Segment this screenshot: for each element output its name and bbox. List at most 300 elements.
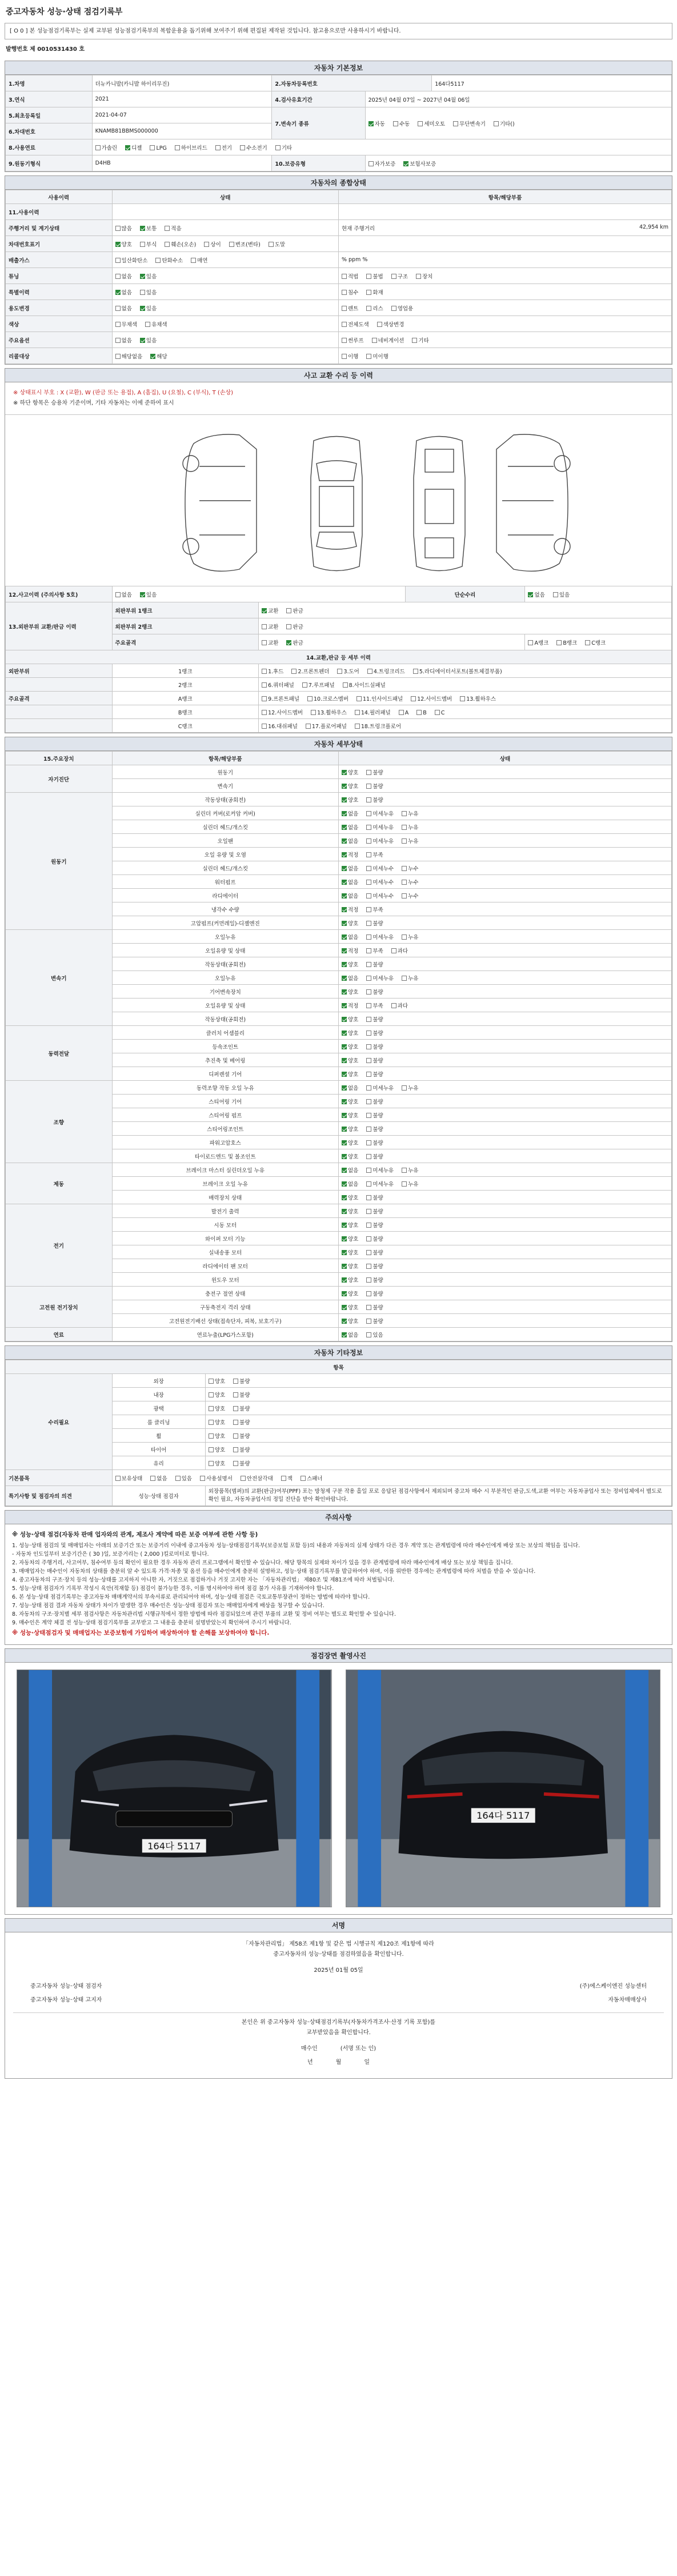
detail-1-2-option-1[interactable]: 미세누유	[366, 823, 394, 831]
part-rank: 1랭크	[112, 664, 259, 678]
part-3-option-2[interactable]: 14.필러패널	[355, 708, 391, 716]
detail-1-3-option-0[interactable]: 없음	[342, 837, 358, 845]
detail-6-2-option-1[interactable]: 불량	[366, 1235, 383, 1243]
part-group	[6, 705, 113, 719]
detail-1-4-option-0[interactable]: 적정	[342, 850, 358, 858]
part-2-option-3[interactable]: 12.사이드멤버	[411, 694, 452, 702]
detail-4-0-option-0[interactable]: 없음	[342, 1084, 358, 1092]
status-6-extra-option-2[interactable]: 영업용	[391, 304, 414, 312]
detail-6-4-option-1[interactable]: 불량	[366, 1262, 383, 1270]
checkbox-icon	[366, 797, 371, 802]
detail-6-2-option-0[interactable]: 양호	[342, 1235, 358, 1243]
other-5-option-0[interactable]: 양호	[209, 1445, 225, 1453]
checkbox-icon	[286, 608, 291, 613]
detail-5-0-option-0[interactable]: 없음	[342, 1166, 358, 1174]
checkbox-icon	[391, 948, 396, 953]
outer-row-0-label: 외판부위 1랭크	[112, 602, 259, 618]
fuel-options-option-6[interactable]: 기타	[275, 143, 292, 151]
detail-2-6-option-0[interactable]: 양호	[342, 1015, 358, 1023]
detail-item: 와이퍼 모터 기능	[112, 1232, 338, 1245]
part-0-option-1[interactable]: 2.프론트펜더	[291, 667, 329, 675]
outer-row-2-rank	[525, 634, 672, 650]
detail-options	[338, 1218, 671, 1232]
status-7-extra-option-1[interactable]: 색상변경	[377, 320, 404, 328]
outer-row-0-options-option-0[interactable]: 교환	[262, 606, 278, 614]
sign-line-1: 「자동차관리법」 제58조 제1항 및 같은 법 시행규칙 제120조 제1항에 따라	[243, 1941, 434, 1947]
detail-1-9-option-0[interactable]: 양호	[342, 919, 358, 927]
basic-item-option-1[interactable]: 안전삼각대	[241, 1474, 273, 1482]
detail-1-8-option-1[interactable]: 부족	[366, 905, 383, 913]
detail-1-1-option-1[interactable]: 미세누유	[366, 809, 394, 817]
other-item: 유리	[112, 1456, 205, 1470]
detail-3-1-option-0[interactable]: 양호	[342, 1043, 358, 1051]
status-9-option-0[interactable]: 해당없음	[115, 352, 143, 360]
status-3-option-0[interactable]: 일산화탄소	[115, 256, 148, 264]
document-title: 중고자동차 성능·상태 점검기록부	[6, 7, 123, 17]
checkbox-icon	[150, 145, 155, 150]
detail-3-2-option-1[interactable]: 불량	[366, 1056, 383, 1064]
detail-5-1-option-2[interactable]: 누유	[402, 1180, 418, 1188]
other-1-option-0[interactable]: 양호	[209, 1391, 225, 1399]
detail-2-5-option-1[interactable]: 부족	[366, 1001, 383, 1009]
status-7-option-0[interactable]: 무채색	[115, 320, 138, 328]
status-2-option-0[interactable]: 양호	[115, 240, 132, 248]
detail-2-0-option-2[interactable]: 누유	[402, 933, 418, 941]
checkbox-icon	[115, 592, 121, 597]
other-item: 룸 클리닝	[112, 1415, 205, 1429]
part-0-option-2[interactable]: 3.도어	[337, 667, 359, 675]
checkbox-icon	[342, 274, 347, 279]
status-9-extra-option-0[interactable]: 이행	[342, 352, 358, 360]
detail-7-2-option-1[interactable]: 불량	[366, 1317, 383, 1325]
status-3-option-2[interactable]: 매연	[191, 256, 207, 264]
detail-3-0-option-0[interactable]: 양호	[342, 1029, 358, 1037]
part-3-option-0[interactable]: 12.사이드멤버	[262, 708, 303, 716]
other-6-option-1[interactable]: 불량	[233, 1459, 250, 1467]
status-4-option-0[interactable]: 없음	[115, 272, 132, 280]
detail-1-5-option-2[interactable]: 누수	[402, 864, 418, 872]
part-2-option-0[interactable]: 9.프론트패널	[262, 694, 299, 702]
detail-6-0-option-0[interactable]: 양호	[342, 1207, 358, 1215]
trans-options-option-4[interactable]: 기타()	[494, 119, 515, 127]
checkbox-icon	[453, 121, 458, 126]
checkbox-icon	[115, 306, 121, 311]
checkbox-icon	[366, 1072, 371, 1077]
first-reg-label: 5.최초등록일	[6, 107, 93, 123]
checkbox-icon	[366, 1031, 371, 1036]
caution-line: 8. 자동차의 구조·장치별 세부 점검사항은 자동차관리법 시행규칙에서 정한 방법에 따라 점검되었으며 관련 부품의 교환 및 정비 여부는 별도로 확인할 수 있습니다.	[12, 1611, 396, 1618]
detail-options	[338, 971, 671, 985]
basic-item-option-2[interactable]: 잭	[281, 1474, 293, 1482]
status-5-extra-option-1[interactable]: 화재	[366, 288, 383, 296]
detail-6-3-option-1[interactable]: 불량	[366, 1248, 383, 1256]
detail-3-3-option-0[interactable]: 양호	[342, 1070, 358, 1078]
detail-4-4-option-0[interactable]: 양호	[342, 1139, 358, 1147]
status-8-extra-option-1[interactable]: 네비게이션	[372, 336, 404, 344]
other-6-option-0[interactable]: 양호	[209, 1459, 225, 1467]
checkbox-icon	[342, 1072, 347, 1077]
checkbox-icon	[342, 825, 347, 830]
other-5-option-1[interactable]: 불량	[233, 1445, 250, 1453]
fuel-options-option-4[interactable]: 전기	[215, 143, 232, 151]
checkbox-icon	[494, 121, 499, 126]
fuel-options-option-1[interactable]: 디젤	[125, 143, 142, 151]
part-4-option-0[interactable]: 16.대쉬패널	[262, 722, 298, 730]
trans-options-option-2[interactable]: 세미오토	[418, 119, 445, 127]
detail-2-4-option-1[interactable]: 불량	[366, 988, 383, 996]
warranty-options-option-1[interactable]: 보험사보증	[403, 159, 436, 167]
detail-2-3-option-1[interactable]: 미세누유	[366, 974, 394, 982]
detail-8-0-option-0[interactable]: 없음	[342, 1331, 358, 1339]
checkbox-icon	[528, 592, 533, 597]
detail-5-1-option-0[interactable]: 없음	[342, 1180, 358, 1188]
car-side-right-icon	[496, 434, 570, 571]
detail-1-1-option-2[interactable]: 누유	[402, 809, 418, 817]
status-7-option-1[interactable]: 유채색	[145, 320, 167, 328]
name-value: 더뉴카니발(카니발 하이리무진)	[92, 75, 272, 91]
outer-row-2-options-option-0[interactable]: 교환	[262, 638, 278, 646]
detail-4-4-option-1[interactable]: 불량	[366, 1139, 383, 1147]
checkbox-icon	[115, 322, 121, 327]
detail-3-2-option-0[interactable]: 양호	[342, 1056, 358, 1064]
checkbox-icon	[342, 1154, 347, 1159]
reg-label: 2.자동차등록번호	[272, 75, 432, 91]
status-6-option-0[interactable]: 없음	[115, 304, 132, 312]
checkbox-icon	[342, 1250, 347, 1255]
status-6-extra-option-1[interactable]: 리스	[366, 304, 383, 312]
checkbox-icon	[262, 710, 267, 715]
trans-label: 7.변속기 종류	[272, 107, 365, 139]
checkbox-icon	[115, 354, 121, 359]
status-4-extra-option-1[interactable]: 불법	[366, 272, 383, 280]
detail-header: 자동차 세부상태	[5, 737, 672, 751]
status-2-option-3[interactable]: 상이	[204, 240, 221, 248]
detail-6-5-option-0[interactable]: 양호	[342, 1276, 358, 1284]
detail-2-0-option-0[interactable]: 없음	[342, 933, 358, 941]
other-item: 타이어	[112, 1443, 205, 1456]
detail-2-5-option-2[interactable]: 과다	[391, 1001, 408, 1009]
status-8-extra-option-2[interactable]: 기타	[412, 336, 428, 344]
status-2-option-1[interactable]: 부식	[140, 240, 157, 248]
detail-4-1-option-1[interactable]: 불량	[366, 1097, 383, 1105]
detail-item: 워터펌프	[112, 875, 338, 889]
checkbox-icon	[262, 640, 267, 645]
part-2-option-1[interactable]: 10.크로스멤버	[307, 694, 348, 702]
status-2-option-2[interactable]: 훼손(오손)	[165, 240, 196, 248]
detail-6-1-option-0[interactable]: 양호	[342, 1221, 358, 1229]
other-options	[205, 1388, 671, 1401]
other-1-option-1[interactable]: 불량	[233, 1391, 250, 1399]
status-5-extra-option-0[interactable]: 침수	[342, 288, 358, 296]
status-9-option-1[interactable]: 해당	[150, 352, 167, 360]
accident-options-option-0[interactable]: 없음	[115, 590, 132, 598]
detail-4-0-option-2[interactable]: 누유	[402, 1084, 418, 1092]
checkbox-icon	[355, 710, 360, 715]
other-0-option-1[interactable]: 불량	[233, 1377, 250, 1385]
detail-2-5-option-0[interactable]: 적정	[342, 1001, 358, 1009]
detail-1-4-option-1[interactable]: 부족	[366, 850, 383, 858]
sign-body	[5, 1932, 672, 2078]
detail-2-3-option-2[interactable]: 누유	[402, 974, 418, 982]
detail-1-5-option-1[interactable]: 미세누수	[366, 864, 394, 872]
part-1-option-0[interactable]: 6.쿼터패널	[262, 681, 294, 689]
status-8-option-0[interactable]: 없음	[115, 336, 132, 344]
checkbox-icon	[342, 1305, 347, 1310]
detail-item: 원동기	[112, 765, 338, 779]
accident-options-option-1[interactable]: 있음	[140, 590, 157, 598]
checkbox-icon	[342, 852, 347, 857]
checkbox-icon	[342, 1140, 347, 1145]
other-item: 휠	[112, 1429, 205, 1443]
checkbox-icon	[366, 1291, 371, 1296]
part-2-option-2[interactable]: 11.인사이드패널	[356, 694, 403, 702]
status-6-option-1[interactable]: 있음	[140, 304, 157, 312]
basic-opt-option-1[interactable]: 없음	[150, 1474, 167, 1482]
checkbox-icon	[215, 145, 221, 150]
other-0-option-0[interactable]: 양호	[209, 1377, 225, 1385]
status-2-option-5[interactable]: 도말	[269, 240, 285, 248]
car-side-left-icon	[183, 434, 257, 571]
detail-2-2-option-0[interactable]: 양호	[342, 960, 358, 968]
part-4-option-2[interactable]: 18.트렁크플로어	[355, 722, 401, 730]
detail-6-4-option-0[interactable]: 양호	[342, 1262, 358, 1270]
detail-1-6-option-1[interactable]: 미세누수	[366, 878, 394, 886]
status-4-extra-option-0[interactable]: 적법	[342, 272, 358, 280]
outer-row-2-rank-option-1[interactable]: B랭크	[556, 638, 577, 646]
detail-2-1-option-0[interactable]: 적정	[342, 946, 358, 954]
detail-3-3-option-1[interactable]: 불량	[366, 1070, 383, 1078]
status-9-extra-option-1[interactable]: 미이행	[366, 352, 388, 360]
trans-options-option-0[interactable]: 자동	[368, 119, 385, 127]
detail-0-0-option-0[interactable]: 양호	[342, 768, 358, 776]
status-1-option-0[interactable]: 많음	[115, 224, 132, 232]
checkbox-icon	[150, 1476, 155, 1481]
checkbox-icon	[366, 290, 371, 295]
checkbox-icon	[342, 784, 347, 789]
detail-1-7-option-2[interactable]: 누수	[402, 892, 418, 900]
detail-1-7-option-1[interactable]: 미세누수	[366, 892, 394, 900]
checkbox-icon	[125, 145, 130, 150]
detail-8-0-option-1[interactable]: 있음	[366, 1331, 383, 1339]
status-8-option-1[interactable]: 있음	[140, 336, 157, 344]
checkbox-icon	[337, 669, 342, 674]
outer-row-2-options-option-1[interactable]: 판금	[286, 638, 303, 646]
detail-2-3-option-0[interactable]: 없음	[342, 974, 358, 982]
status-8-extra-option-0[interactable]: 썬루프	[342, 336, 364, 344]
fuel-label: 8.사용연료	[6, 139, 93, 155]
detail-item: 실내송풍 모터	[112, 1245, 338, 1259]
other-header: 자동차 기타정보	[5, 1346, 672, 1360]
detail-7-1-option-0[interactable]: 양호	[342, 1303, 358, 1311]
status-4-extra-option-2[interactable]: 구조	[391, 272, 408, 280]
part-1-option-1[interactable]: 7.루프패널	[302, 681, 335, 689]
part-2-option-4[interactable]: 13.휠하우스	[460, 694, 496, 702]
status-7-extra-option-0[interactable]: 전체도색	[342, 320, 369, 328]
outer-row-1-options-option-0[interactable]: 교환	[262, 622, 278, 630]
detail-1-3-option-1[interactable]: 미세누유	[366, 837, 394, 845]
part-row	[6, 678, 672, 692]
detail-5-0-option-2[interactable]: 누유	[402, 1166, 418, 1174]
detail-0-1-option-1[interactable]: 불량	[366, 782, 383, 790]
part-3-option-3[interactable]: A	[399, 710, 409, 716]
checkbox-icon	[366, 1223, 371, 1228]
checkbox-icon	[366, 1195, 371, 1200]
outer-row-0-options-option-1[interactable]: 판금	[286, 606, 303, 614]
detail-options	[338, 999, 671, 1012]
detail-1-6-option-2[interactable]: 누수	[402, 878, 418, 886]
detail-5-2-option-1[interactable]: 불량	[366, 1193, 383, 1201]
detail-3-1-option-1[interactable]: 불량	[366, 1043, 383, 1051]
detail-1-9-option-1[interactable]: 불량	[366, 919, 383, 927]
simple-repair-options-option-0[interactable]: 없음	[528, 590, 544, 598]
detail-6-0-option-1[interactable]: 불량	[366, 1207, 383, 1215]
detail-7-0-option-1[interactable]: 불량	[366, 1289, 383, 1297]
detail-4-5-option-0[interactable]: 양호	[342, 1152, 358, 1160]
detail-1-2-option-0[interactable]: 없음	[342, 823, 358, 831]
part-3-option-5[interactable]: C	[435, 710, 445, 716]
checkbox-icon	[342, 811, 347, 816]
detail-1-0-option-0[interactable]: 양호	[342, 796, 358, 804]
status-3-option-1[interactable]: 탄화수소	[155, 256, 183, 264]
detail-6-3-option-0[interactable]: 양호	[342, 1248, 358, 1256]
trans-options-option-3[interactable]: 무단변속기	[453, 119, 486, 127]
detail-3-0-option-1[interactable]: 불량	[366, 1029, 383, 1037]
checkbox-icon	[281, 1476, 286, 1481]
other-3-option-0[interactable]: 양호	[209, 1418, 225, 1426]
other-item: 내장	[112, 1388, 205, 1401]
detail-options	[338, 1026, 671, 1040]
detail-6-5-option-1[interactable]: 불량	[366, 1276, 383, 1284]
status-row-label: 용도변경	[6, 300, 113, 316]
basic-opt-option-2[interactable]: 있음	[175, 1474, 192, 1482]
other-4-option-1[interactable]: 불량	[233, 1432, 250, 1440]
detail-2-0-option-1[interactable]: 미세누유	[366, 933, 394, 941]
checkbox-icon	[342, 1319, 347, 1324]
detail-4-5-option-1[interactable]: 불량	[366, 1152, 383, 1160]
basic-info-section	[5, 61, 672, 172]
detail-6-1-option-1[interactable]: 불량	[366, 1221, 383, 1229]
detail-4-0-option-1[interactable]: 미세누유	[366, 1084, 394, 1092]
detail-5-1-option-1[interactable]: 미세누유	[366, 1180, 394, 1188]
status-5-option-1[interactable]: 있음	[140, 288, 157, 296]
detail-2-2-option-1[interactable]: 불량	[366, 960, 383, 968]
outer-row-2-rank-option-0[interactable]: A랭크	[528, 638, 548, 646]
detail-7-1-option-1[interactable]: 불량	[366, 1303, 383, 1311]
status-row-label: 특별이력	[6, 284, 113, 300]
status-4-extra-option-3[interactable]: 장치	[416, 272, 432, 280]
part-0-option-4[interactable]: 5.라디에이터서포트(볼트체결부품)	[413, 667, 502, 675]
part-4-option-1[interactable]: 17.플로어패널	[306, 722, 347, 730]
status-5-option-0[interactable]: 없음	[115, 288, 132, 296]
fuel-options-option-0[interactable]: 가솔린	[95, 143, 118, 151]
detail-4-2-option-0[interactable]: 양호	[342, 1111, 358, 1119]
front-photo-svg	[17, 1670, 331, 1907]
status-6-extra-option-0[interactable]: 렌트	[342, 304, 358, 312]
detail-0-0-option-1[interactable]: 불량	[366, 768, 383, 776]
status-4-option-1[interactable]: 있음	[140, 272, 157, 280]
checkbox-icon	[556, 640, 562, 645]
detail-1-5-option-0[interactable]: 없음	[342, 864, 358, 872]
part-0-option-3[interactable]: 4.트렁크리드	[367, 667, 405, 675]
detail-7-0-option-0[interactable]: 양호	[342, 1289, 358, 1297]
detail-0-1-option-0[interactable]: 양호	[342, 782, 358, 790]
status-2-option-4[interactable]: 변조(변타)	[229, 240, 261, 248]
accident-label: 12.사고이력 (주의사항 5호)	[6, 586, 113, 602]
other-2-option-0[interactable]: 양호	[209, 1404, 225, 1412]
detail-1-7-option-0[interactable]: 없음	[342, 892, 358, 900]
detail-4-3-option-1[interactable]: 불량	[366, 1125, 383, 1133]
buyer-sign[interactable]: (서명 또는 인)	[340, 2046, 376, 2052]
vin-label: 6.차대번호	[6, 123, 93, 139]
other-options	[205, 1374, 671, 1388]
outer-row-2-rank-option-2[interactable]: C랭크	[585, 638, 606, 646]
detail-5-2-option-0[interactable]: 양호	[342, 1193, 358, 1201]
detail-2-4-option-0[interactable]: 양호	[342, 988, 358, 996]
detail-2-1-option-1[interactable]: 부족	[366, 946, 383, 954]
fuel-options-option-3[interactable]: 하이브리드	[175, 143, 207, 151]
vin-value: KNAMB81BBMS000000	[92, 123, 272, 139]
status-1-option-1[interactable]: 보통	[140, 224, 157, 232]
checkbox-icon	[366, 989, 371, 995]
car-diagrams	[5, 414, 672, 586]
checkbox-icon	[366, 1250, 371, 1255]
checkbox-icon	[286, 640, 291, 645]
detail-5-0-option-1[interactable]: 미세누유	[366, 1166, 394, 1174]
checkbox-icon	[140, 306, 145, 311]
detail-item: 스티어링 펌프	[112, 1108, 338, 1122]
detail-1-8-option-0[interactable]: 적정	[342, 905, 358, 913]
other-3-option-1[interactable]: 불량	[233, 1418, 250, 1426]
detail-4-3-option-0[interactable]: 양호	[342, 1125, 358, 1133]
detail-1-2-option-2[interactable]: 누유	[402, 823, 418, 831]
detail-2-6-option-1[interactable]: 불량	[366, 1015, 383, 1023]
checkbox-icon	[209, 1447, 214, 1452]
other-2-option-1[interactable]: 불량	[233, 1404, 250, 1412]
simple-repair-options-option-1[interactable]: 있음	[553, 590, 570, 598]
basic-item-option-3[interactable]: 스패너	[301, 1474, 323, 1482]
fuel-options-option-5[interactable]: 수소전기	[240, 143, 267, 151]
detail-1-0-option-1[interactable]: 불량	[366, 796, 383, 804]
detail-1-6-option-0[interactable]: 없음	[342, 878, 358, 886]
part-3-option-1[interactable]: 13.휠하우스	[311, 708, 347, 716]
basic-opt-option-0[interactable]: 보유상태	[115, 1474, 143, 1482]
part-1-option-2[interactable]: 8.사이드실패널	[343, 681, 386, 689]
checkbox-icon	[204, 242, 209, 247]
checkbox-icon	[366, 976, 371, 981]
detail-4-1-option-0[interactable]: 양호	[342, 1097, 358, 1105]
other-4-option-0[interactable]: 양호	[209, 1432, 225, 1440]
detail-options	[338, 875, 671, 889]
checkbox-icon	[342, 1031, 347, 1036]
outer-row-1-options-option-1[interactable]: 판금	[286, 622, 303, 630]
detail-2-1-option-2[interactable]: 과다	[391, 946, 408, 954]
detail-4-2-option-1[interactable]: 불량	[366, 1111, 383, 1119]
status-row	[6, 236, 672, 252]
warranty-options-option-0[interactable]: 자가보증	[368, 159, 396, 167]
status-row	[6, 332, 672, 348]
status-1-option-2[interactable]: 적음	[165, 224, 181, 232]
detail-7-2-option-0[interactable]: 양호	[342, 1317, 358, 1325]
part-3-option-4[interactable]: B	[416, 710, 427, 716]
notice-box: [ O 0 ] 본 성능점검기록부는 실제 교부된 성능점검기록부의 복합운용을 돕기위해 보여주기 위해 편집된 제작된 것입니다. 참고용으로만 사용하시기 바랍니다.	[5, 23, 672, 39]
basic-item-option-0[interactable]: 사용설명서	[200, 1474, 233, 1482]
detail-1-1-option-0[interactable]: 없음	[342, 809, 358, 817]
warranty-options	[365, 155, 671, 171]
fuel-options-option-2[interactable]: LPG	[150, 145, 166, 151]
part-0-option-0[interactable]: 1.후드	[262, 667, 283, 675]
detail-1-3-option-2[interactable]: 누유	[402, 837, 418, 845]
trans-options-option-1[interactable]: 수동	[393, 119, 410, 127]
